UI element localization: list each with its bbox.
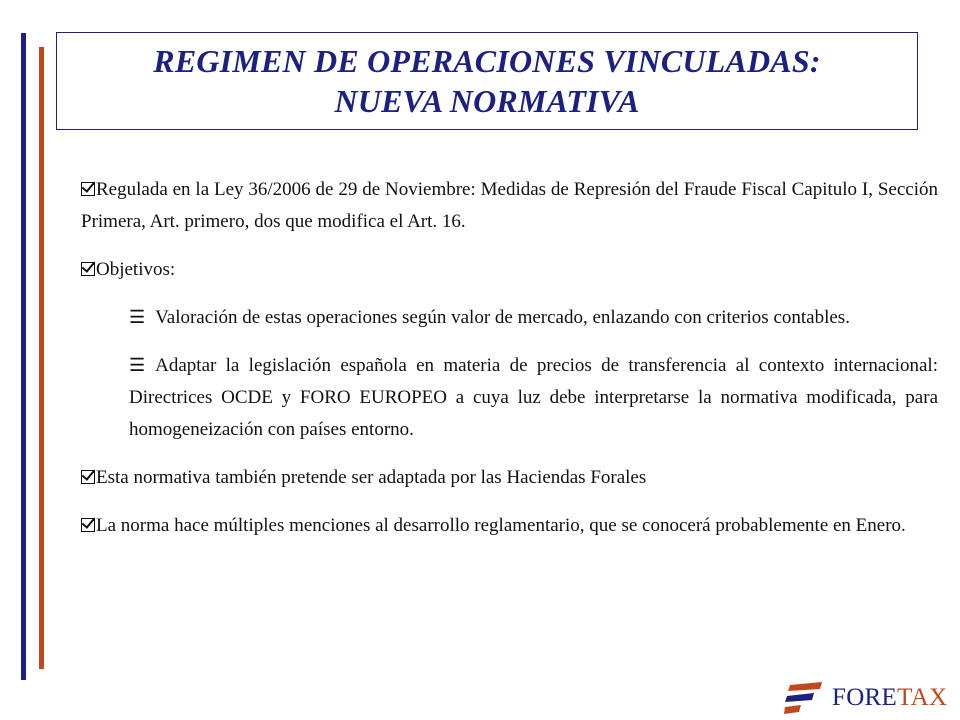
sub-bullet-text: Valoración de estas operaciones según valor de mercado, enlazando con criterios contables. bbox=[155, 307, 850, 328]
bullet-paragraph bbox=[81, 510, 938, 542]
slide-content bbox=[81, 174, 938, 558]
sub-bullet-paragraph bbox=[129, 302, 938, 334]
bullet-paragraph bbox=[81, 174, 938, 238]
bullet-paragraph bbox=[81, 254, 938, 286]
left-accent-bar-blue bbox=[21, 33, 26, 680]
checked-box-icon bbox=[81, 518, 95, 532]
page-title-line-2: NUEVA NORMATIVA bbox=[334, 83, 640, 119]
page-title-line-1: REGIMEN DE OPERACIONES VINCULADAS: bbox=[153, 43, 821, 79]
trigram-icon: ☰ bbox=[129, 307, 146, 328]
logo-text-part2: TAX bbox=[897, 684, 948, 711]
sub-bullet-paragraph bbox=[129, 350, 938, 446]
title-box bbox=[56, 32, 918, 130]
bullet-text: Regulada en la Ley 36/2006 de 29 de Noviembre: Medidas de Represión del Fraude Fiscal Capitulo I, Sección Primera, Art. primero, dos que modifica el Art. 16. bbox=[81, 179, 938, 232]
left-accent-bar-red bbox=[39, 47, 44, 669]
checked-box-icon bbox=[81, 470, 95, 484]
logo-text bbox=[832, 684, 947, 712]
bullet-text: La norma hace múltiples menciones al desarrollo reglamentario, que se conocerá probablemente en Enero. bbox=[96, 515, 906, 536]
foretax-logo bbox=[784, 680, 947, 716]
trigram-icon: ☰ bbox=[129, 355, 146, 376]
logo-text-part1: FORE bbox=[832, 684, 898, 711]
checked-box-icon bbox=[81, 182, 95, 196]
sub-bullet-text: Adaptar la legislación española en materia de precios de transferencia al contexto internacional: Directrices OCDE y FORO EUROPEO a cuya luz debe interpretarse la normativa modificada, para homogeneización con países entorno. bbox=[129, 355, 938, 440]
checked-box-icon bbox=[81, 262, 95, 276]
bullet-text: Esta normativa también pretende ser adaptada por las Haciendas Forales bbox=[96, 467, 647, 488]
foretax-logo-mark-icon bbox=[784, 681, 824, 715]
bullet-paragraph bbox=[81, 462, 938, 494]
bullet-text: Objetivos: bbox=[96, 259, 176, 280]
